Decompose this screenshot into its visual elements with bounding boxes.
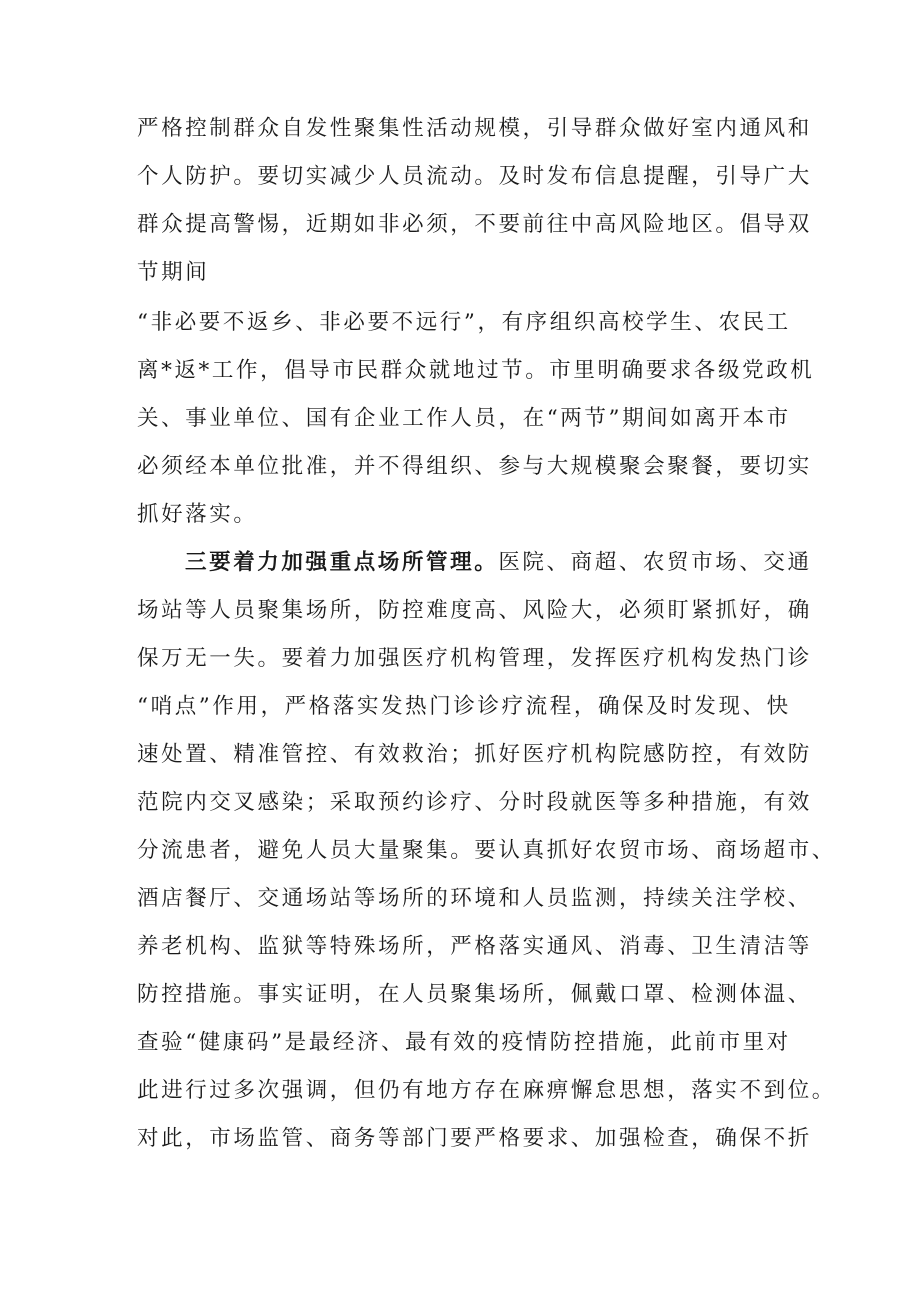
body-text-line: 场站等人员聚集场所，防控难度高、风险大，必须盯紧抓好，确 — [137, 598, 812, 623]
body-text-line: 防控措施。事实证明，在人员聚集场所，佩戴口罩、检测体温、 — [137, 982, 812, 1007]
body-text-line: 抓好落实。 — [137, 502, 258, 527]
body-text-line: 分流患者，避免人员大量聚集。要认真抓好农贸市场、商场超市、 — [137, 838, 836, 863]
body-text-line: “哨点”作用，严格落实发热门诊诊疗流程，确保及时发现、快 — [137, 694, 791, 719]
body-text-line: “非必要不返乡、非必要不远行”，有序组织高校学生、农民工 — [137, 310, 791, 335]
body-text-line: 此进行过多次强调，但仍有地方存在麻痹懈怠思想，落实不到位。 — [137, 1078, 836, 1103]
body-text-line: 对此，市场监管、商务等部门要严格要求、加强检查，确保不折 — [137, 1126, 812, 1151]
body-text-line: 群众提高警惕，近期如非必须，不要前往中高风险地区。倡导双 — [137, 212, 812, 237]
body-text-line: 酒店餐厅、交通场站等场所的环境和人员监测，持续关注学校、 — [137, 886, 812, 911]
body-text-line: 离*返*工作，倡导市民群众就地过节。市里明确要求各级党政机 — [137, 358, 815, 383]
body-text-line: 关、事业单位、国有企业工作人员，在“两节”期间如离开本市 — [137, 406, 791, 431]
body-text-inline: 医院、商超、农贸市场、交通 — [498, 550, 812, 575]
body-text-line: 保万无一失。要着力加强医疗机构管理，发挥医疗机构发热门诊 — [137, 646, 812, 671]
body-text-line: 节期间 — [137, 260, 210, 285]
body-text-line: 速处置、精准管控、有效救治；抓好医疗机构院感防控，有效防 — [137, 742, 812, 767]
body-text-line: 必须经本单位批准，并不得组织、参与大规模聚会聚餐，要切实 — [137, 454, 812, 479]
body-text-line: 严格控制群众自发性聚集性活动规模，引导群众做好室内通风和 — [137, 116, 812, 141]
body-text-line: 查验“健康码”是最经济、最有效的疫情防控措施，此前市里对 — [137, 1030, 791, 1055]
section-heading: 三要着力加强重点场所管理。 — [185, 550, 499, 575]
body-text-line: 养老机构、监狱等特殊场所，严格落实通风、消毒、卫生清洁等 — [137, 934, 812, 959]
body-text-line: 个人防护。要切实减少人员流动。及时发布信息提醒，引导广大 — [137, 164, 812, 189]
paragraph-first-line — [185, 545, 845, 581]
body-text-line: 范院内交叉感染；采取预约诊疗、分时段就医等多种措施，有效 — [137, 790, 812, 815]
